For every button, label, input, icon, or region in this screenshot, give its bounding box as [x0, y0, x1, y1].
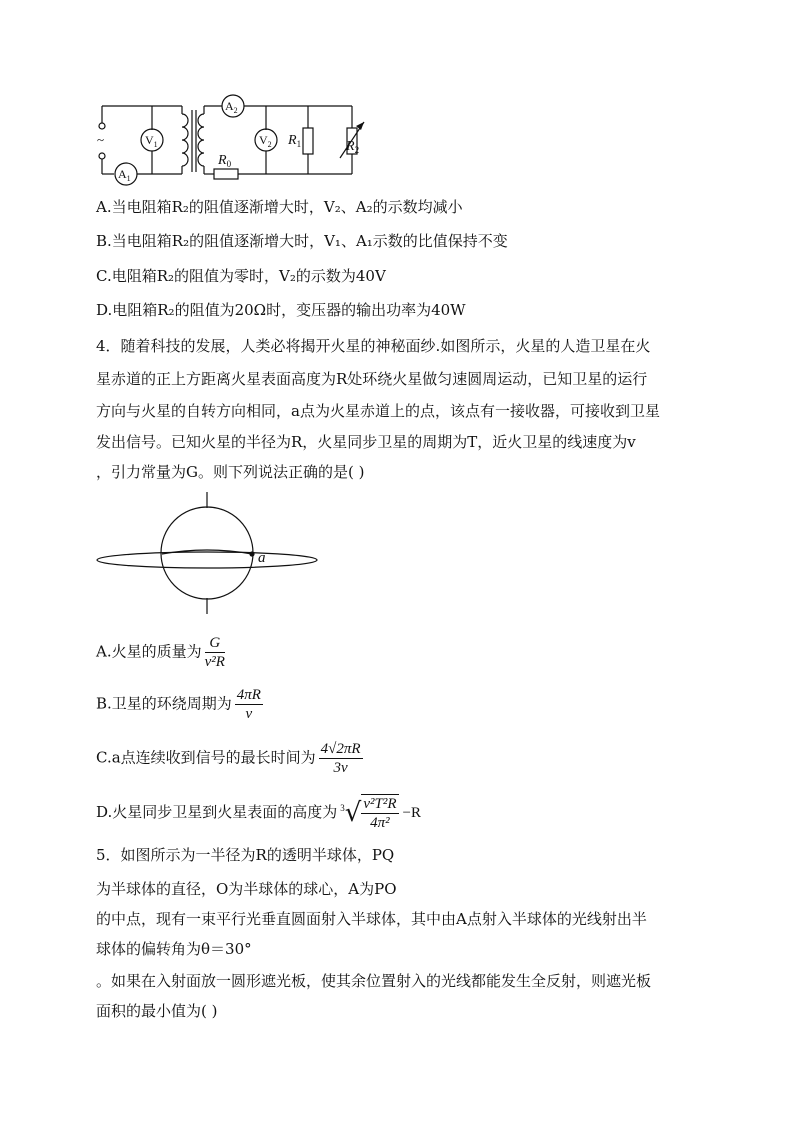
- svg-text:A1: $A_1$: [118, 167, 131, 183]
- q3-option-d: D.电阻箱R₂的阻值为20Ω时，变压器的输出功率为40W: [96, 301, 466, 319]
- q4-option-d-root-index: 3: [340, 803, 345, 813]
- q4-option-c-fraction: $\frac{4√2\pi R}{3v}$: [320, 741, 361, 776]
- q4-stem-line-5: ，引力常量为G。则下列说法正确的是( ): [96, 463, 365, 481]
- svg-text:R0: $R_0$: [218, 153, 232, 169]
- q4-option-c-text: C.a点连续收到信号的最长时间为: [96, 748, 316, 767]
- svg-text:R2: $R_2$: [346, 139, 360, 155]
- q4-stem-line-1: 4．随着科技的发展，人类必将揭开火星的神秘面纱.如图所示，火星的人造卫星在火: [96, 337, 651, 355]
- q4-option-a-text: A.火星的质量为: [96, 642, 202, 661]
- q4-stem-line-3: 方向与火星的自转方向相同，a点为火星赤道上的点，该点有一接收器，可接收到卫星: [96, 402, 660, 420]
- circuit-diagram: [90, 92, 380, 192]
- svg-text:A2: $A_2$: [225, 99, 238, 115]
- mars-orbit-diagram: [94, 492, 324, 616]
- svg-text:V2: $V_2$: [259, 133, 272, 149]
- svg-text:V1: $V_1$: [145, 133, 158, 149]
- resistor-r0-symbol: [214, 169, 238, 179]
- resistor-r1-symbol: [303, 128, 313, 154]
- q5-stem-line-1: 5．如图所示为一半径为R的透明半球体，PQ: [96, 846, 395, 864]
- point-a-dot: [249, 551, 254, 556]
- q4-option-d-fraction: $\frac{\text{v²T²R}}{\text{4π²}}$: [363, 796, 397, 831]
- mars-circle: [161, 507, 253, 599]
- q3-option-c: C.电阻箱R₂的阻值为零时，V₂的示数为40V: [96, 267, 386, 285]
- q4-option-d-tail: −R: [402, 805, 421, 821]
- orbit-ellipse: [97, 552, 317, 568]
- q3-option-a: A.当电阻箱R₂的阻值逐渐增大时，V₂、A₂的示数均减小: [96, 198, 463, 216]
- q5-stem-line-4: 球体的偏转角为θ＝30°: [96, 940, 252, 958]
- point-a-label: a: [258, 550, 266, 566]
- q4-option-d: [96, 794, 421, 832]
- q3-option-b: B.当电阻箱R₂的阻值逐渐增大时，V₁、A₁示数的比值保持不变: [96, 232, 508, 250]
- q5-stem-line-2: 为半球体的直径，O为半球体的球心，A为PO: [96, 880, 397, 898]
- q5-stem-line-5: 。如果在入射面放一圆形遮光板，使其余位置射入的光线都能发生全反射，则遮光板: [96, 972, 652, 990]
- q4-option-b-text: B.卫星的环绕周期为: [96, 694, 232, 713]
- q4-option-b-fraction: $\frac{4\pi R}{v}$: [236, 687, 261, 722]
- q5-stem-line-3: 的中点，现有一束平行光垂直圆面射入半球体，其中由A点射入半球体的光线射出半: [96, 910, 647, 928]
- svg-text:R1: $R_1$: [288, 133, 302, 149]
- q4-option-a-fraction: $\frac{G}{\text{v²R}}$: [204, 635, 225, 670]
- radical-sign-icon: √: [344, 798, 362, 828]
- q4-option-c: [96, 740, 363, 777]
- q4-option-d-text: D.火星同步卫星到火星表面的高度为: [96, 803, 338, 821]
- q4-option-b: [96, 686, 263, 723]
- svg-text:~: ~: [97, 132, 105, 147]
- q5-stem-line-6: 面积的最小值为( ): [96, 1002, 218, 1020]
- q4-option-a: [96, 634, 225, 671]
- q4-stem-line-2: 星赤道的正上方距离火星表面高度为R处环绕火星做匀速圆周运动，已知卫星的运行: [96, 370, 648, 388]
- q4-stem-line-4: 发出信号。已知火星的半径为R，火星同步卫星的周期为T，近火卫星的线速度为v: [96, 433, 636, 451]
